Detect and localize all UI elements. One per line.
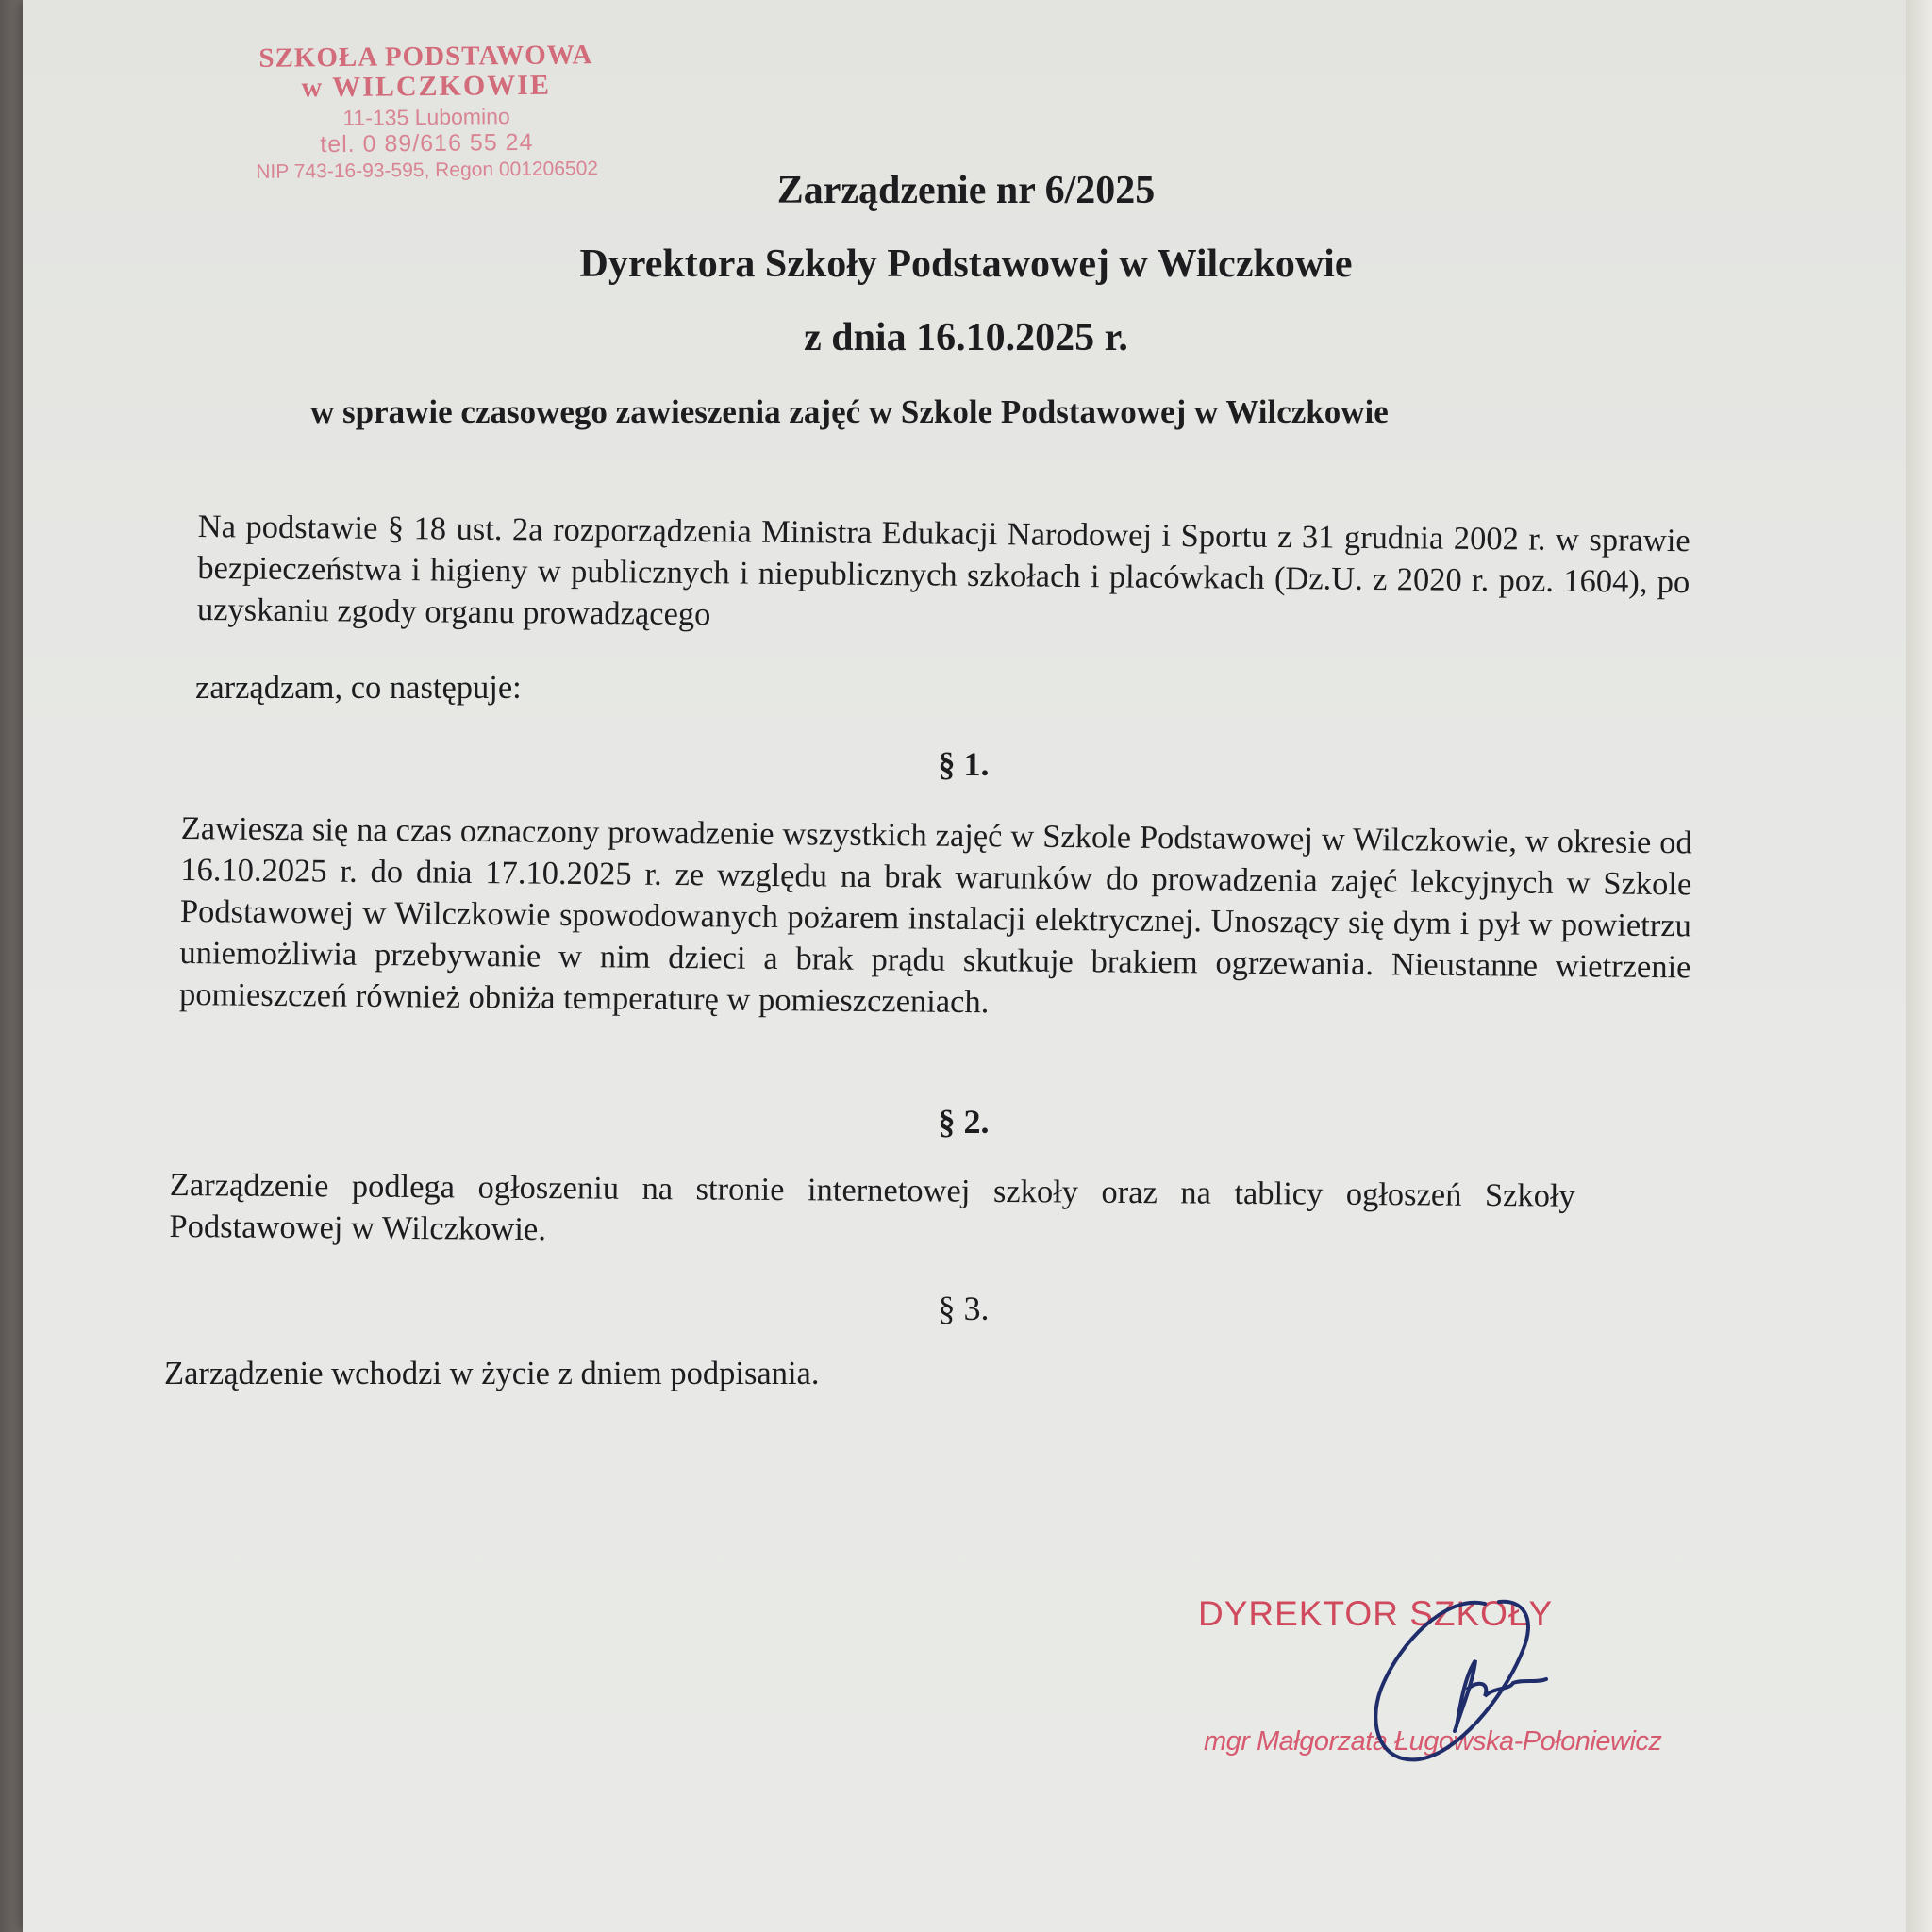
- section-3-marker: § 3.: [938, 1290, 990, 1327]
- document-issuer: Dyrektora Szkoły Podstawowej w Wilczkowie: [579, 242, 1353, 286]
- school-stamp: [199, 39, 654, 184]
- section-2-text: Zarządzenie podlega ogłoszeniu na stronie internetowej szkoły oraz na tablicy ogłoszeń Szkoły Podstawowej w Wilczkowie.: [169, 1166, 1575, 1248]
- signature-name: mgr Małgorzata Ługowska-Połoniewicz: [1204, 1726, 1662, 1757]
- document-date: z dnia 16.10.2025 r.: [804, 316, 1128, 359]
- document-subject: w sprawie czasowego zawieszenia zajęć w Szkole Podstawowej w Wilczkowie: [310, 393, 1389, 430]
- stamp-tax-id: NIP 743-16-93-595, Regon 001206502: [256, 158, 599, 183]
- signature-title: DYREKTOR SZKOŁY: [1198, 1594, 1554, 1633]
- document-title: Zarządzenie nr 6/2025: [776, 169, 1156, 212]
- section-1-text: Zawiesza się na czas oznaczony prowadzenie wszystkich zajęć w Szkole Podstawowej w Wilczkowie, w okresie od 16.10.2025 r. do dnia 17.10.2025 r. ze względu na brak warunków do prowadzenia zajęć lekcyjnych w Szkole Podstawowej w Wilczkowie spowodowanych pożarem instalacji elektrycznej. Unoszący się dym i pył w powietrzu uniemożliwia przebywanie w nim dzieci a brak prądu skutkuje brakiem ogrzewania. Nieustanne wietrzenie pomieszczeń również obniża temperaturę w pomieszczeniach.: [178, 809, 1692, 1021]
- section-2-marker: § 2.: [938, 1103, 990, 1141]
- stamp-address: 11-135 Lubomino: [342, 104, 510, 130]
- section-3-text: Zarządzenie wchodzi w życie z dniem podpisania.: [164, 1356, 820, 1391]
- legal-basis-paragraph: Na podstawie § 18 ust. 2a rozporządzenia Ministra Edukacji Narodowej i Sportu z 31 grudnia 2002 r. w sprawie bezpieczeństwa i higieny w publicznych i niepublicznych szkołach i placówkach (Dz.U. z 2020 r. poz. 1604), po uzyskaniu zgody organu prowadzącego: [196, 508, 1690, 633]
- stamp-location: w WILCZKOWIE: [301, 69, 552, 104]
- handwritten-signature: [1343, 1585, 1589, 1774]
- document-page: [23, 0, 1907, 1932]
- section-1-marker: § 1.: [938, 745, 990, 783]
- stamp-phone: tel. 0 89/616 55 24: [320, 128, 534, 158]
- stamp-school-name: SZKOŁA PODSTAWOWA: [258, 40, 593, 74]
- decree-phrase: zarządzam, co następuje:: [195, 670, 522, 706]
- paper-stack-edge: [1906, 0, 1932, 1932]
